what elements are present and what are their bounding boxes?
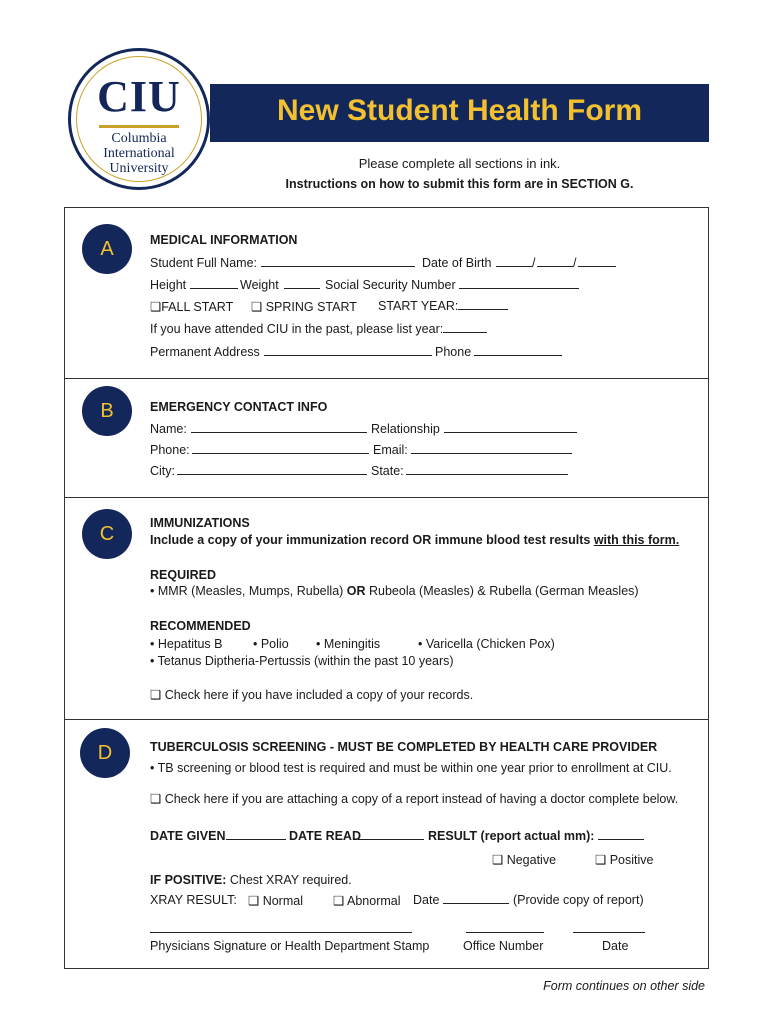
section-a-title: MEDICAL INFORMATION <box>150 233 298 247</box>
title-banner <box>210 84 709 142</box>
student-name-label: Student Full Name: <box>150 256 257 270</box>
positive-label: Positive <box>609 853 654 867</box>
logo-rule <box>99 125 179 128</box>
xray-result-label: XRAY RESULT: <box>150 893 237 907</box>
dob-month-field[interactable] <box>496 256 532 267</box>
required-mmr-b: Rubeola (Measles) & Rubella (German Measles) <box>365 584 639 598</box>
dob-year-field[interactable] <box>578 256 616 267</box>
permanent-address-field[interactable] <box>264 345 432 356</box>
weight-label: Weight <box>240 278 279 292</box>
report-checkbox-label: Check here if you are attaching a copy of a report instead of having a doctor complete below. <box>164 792 679 806</box>
section-a-badge: A <box>82 224 132 274</box>
height-field[interactable] <box>190 278 238 289</box>
ec-name-label: Name: <box>150 422 187 436</box>
records-checkbox-label: Check here if you have included a copy of your records. <box>164 688 474 702</box>
spring-start-checkbox[interactable]: ❑ SPRING START <box>251 300 357 314</box>
section-d-title: TUBERCULOSIS SCREENING - MUST BE COMPLETED BY HEALTH CARE PROVIDER <box>150 740 658 754</box>
office-number-label: Office Number <box>463 939 544 953</box>
continues-note: Form continues on other side <box>543 979 705 993</box>
tb-note: • TB screening or blood test is required and must be within one year prior to enrollment at CIU. <box>150 761 672 775</box>
start-year-field[interactable] <box>458 299 508 310</box>
xray-normal-label: Normal <box>262 894 303 908</box>
report-checkbox[interactable]: ❑ Check here if you are attaching a copy of a report instead of having a doctor complete below. <box>150 792 679 806</box>
recommended-title: RECOMMENDED <box>150 619 251 633</box>
section-c-title: IMMUNIZATIONS <box>150 516 250 530</box>
phone-label: Phone <box>435 345 472 359</box>
dob-slash-2: / <box>573 256 577 270</box>
divider-c-d <box>64 719 709 720</box>
dob-day-field[interactable] <box>537 256 573 267</box>
attended-label: If you have attended CIU in the past, please list year: <box>150 322 444 336</box>
records-checkbox[interactable]: ❑ Check here if you have included a copy of your records. <box>150 688 474 702</box>
section-c-badge: C <box>82 509 132 559</box>
if-positive-note <box>150 873 352 887</box>
ec-state-label: State: <box>371 464 404 478</box>
xray-date-label: Date <box>413 893 440 907</box>
ec-relationship-field[interactable] <box>444 422 577 433</box>
weight-field[interactable] <box>284 278 320 289</box>
instruction-ink: Please complete all sections in ink. <box>358 156 561 171</box>
ec-name-field[interactable] <box>191 422 367 433</box>
signature-date-label: Date <box>602 939 629 953</box>
xray-abnormal-checkbox[interactable]: ❑ Abnormal <box>333 894 401 908</box>
instruction-submit: Instructions on how to submit this form are in SECTION G. <box>285 177 634 191</box>
start-year-label: START YEAR: <box>378 299 459 313</box>
logo-line2: International <box>103 146 175 161</box>
office-number-line[interactable] <box>466 932 544 933</box>
if-positive-text: Chest XRAY required. <box>226 873 352 887</box>
include-with-form: with this form. <box>593 533 680 547</box>
rec-hepatitis-b: • Hepatitus B <box>150 637 223 651</box>
ssn-field[interactable] <box>459 278 579 289</box>
required-title: REQUIRED <box>150 568 216 582</box>
attended-year-field[interactable] <box>443 322 487 333</box>
date-read-field[interactable] <box>358 829 424 840</box>
rec-tdap: • Tetanus Diptheria-Pertussis (within the past 10 years) <box>150 654 454 668</box>
xray-abnormal-label: Abnormal <box>347 894 401 908</box>
dob-slash-1: / <box>532 256 536 270</box>
divider-a-b <box>64 378 709 379</box>
date-read-label: DATE READ <box>289 829 361 843</box>
section-b-badge: B <box>82 386 132 436</box>
if-positive-label: IF POSITIVE: <box>150 873 227 887</box>
ec-city-label: City: <box>150 464 175 478</box>
phone-field[interactable] <box>474 345 562 356</box>
rec-meningitis: • Meningitis <box>316 637 381 651</box>
permanent-address-label: Permanent Address <box>150 345 260 359</box>
ec-phone-field[interactable] <box>192 443 369 454</box>
logo-abbr: CIU <box>97 72 181 121</box>
fall-start-checkbox[interactable]: ❑FALL START <box>150 300 234 314</box>
rec-varicella: • Varicella (Chicken Pox) <box>418 637 555 651</box>
date-given-label: DATE GIVEN <box>150 829 226 843</box>
divider-b-c <box>64 497 709 498</box>
result-field[interactable] <box>598 829 644 840</box>
required-mmr-a: • MMR (Measles, Mumps, Rubella) <box>150 584 347 598</box>
immunization-include-note <box>150 533 679 547</box>
logo-line1: Columbia <box>111 131 167 146</box>
page-title: New Student Health Form <box>276 94 643 127</box>
date-given-field[interactable] <box>226 829 286 840</box>
negative-label: Negative <box>506 853 557 867</box>
positive-checkbox[interactable]: ❑ Positive <box>595 853 654 867</box>
required-or: OR <box>346 584 366 598</box>
ec-email-field[interactable] <box>411 443 572 454</box>
include-prefix: Include a copy of your immunization record OR immune blood test results <box>150 533 594 547</box>
fall-start-label: FALL START <box>161 300 234 314</box>
dob-label: Date of Birth <box>422 256 492 270</box>
xray-normal-checkbox[interactable]: ❑ Normal <box>248 894 303 908</box>
ec-relationship-label: Relationship <box>371 422 440 436</box>
logo-line3: University <box>109 161 169 176</box>
negative-checkbox[interactable]: ❑ Negative <box>492 853 557 867</box>
xray-date-field[interactable] <box>443 893 509 904</box>
section-d-badge: D <box>80 728 130 778</box>
ec-email-label: Email: <box>373 443 408 457</box>
ciu-logo <box>68 48 210 190</box>
ec-phone-label: Phone: <box>150 443 190 457</box>
rec-polio: • Polio <box>253 637 289 651</box>
signature-label: Physicians Signature or Health Department Stamp <box>150 939 430 953</box>
result-label: RESULT (report actual mm): <box>428 829 595 843</box>
provide-copy-note: (Provide copy of report) <box>513 893 644 907</box>
signature-line[interactable] <box>150 932 412 933</box>
student-name-field[interactable] <box>261 256 415 267</box>
ssn-label: Social Security Number <box>325 278 456 292</box>
height-label: Height <box>150 278 187 292</box>
ec-state-field[interactable] <box>406 464 568 475</box>
signature-date-line[interactable] <box>573 932 645 933</box>
section-b-title: EMERGENCY CONTACT INFO <box>150 400 328 414</box>
required-mmr <box>150 584 639 598</box>
spring-start-label: SPRING START <box>265 300 357 314</box>
ec-city-field[interactable] <box>177 464 367 475</box>
logo-university-name <box>71 131 207 176</box>
